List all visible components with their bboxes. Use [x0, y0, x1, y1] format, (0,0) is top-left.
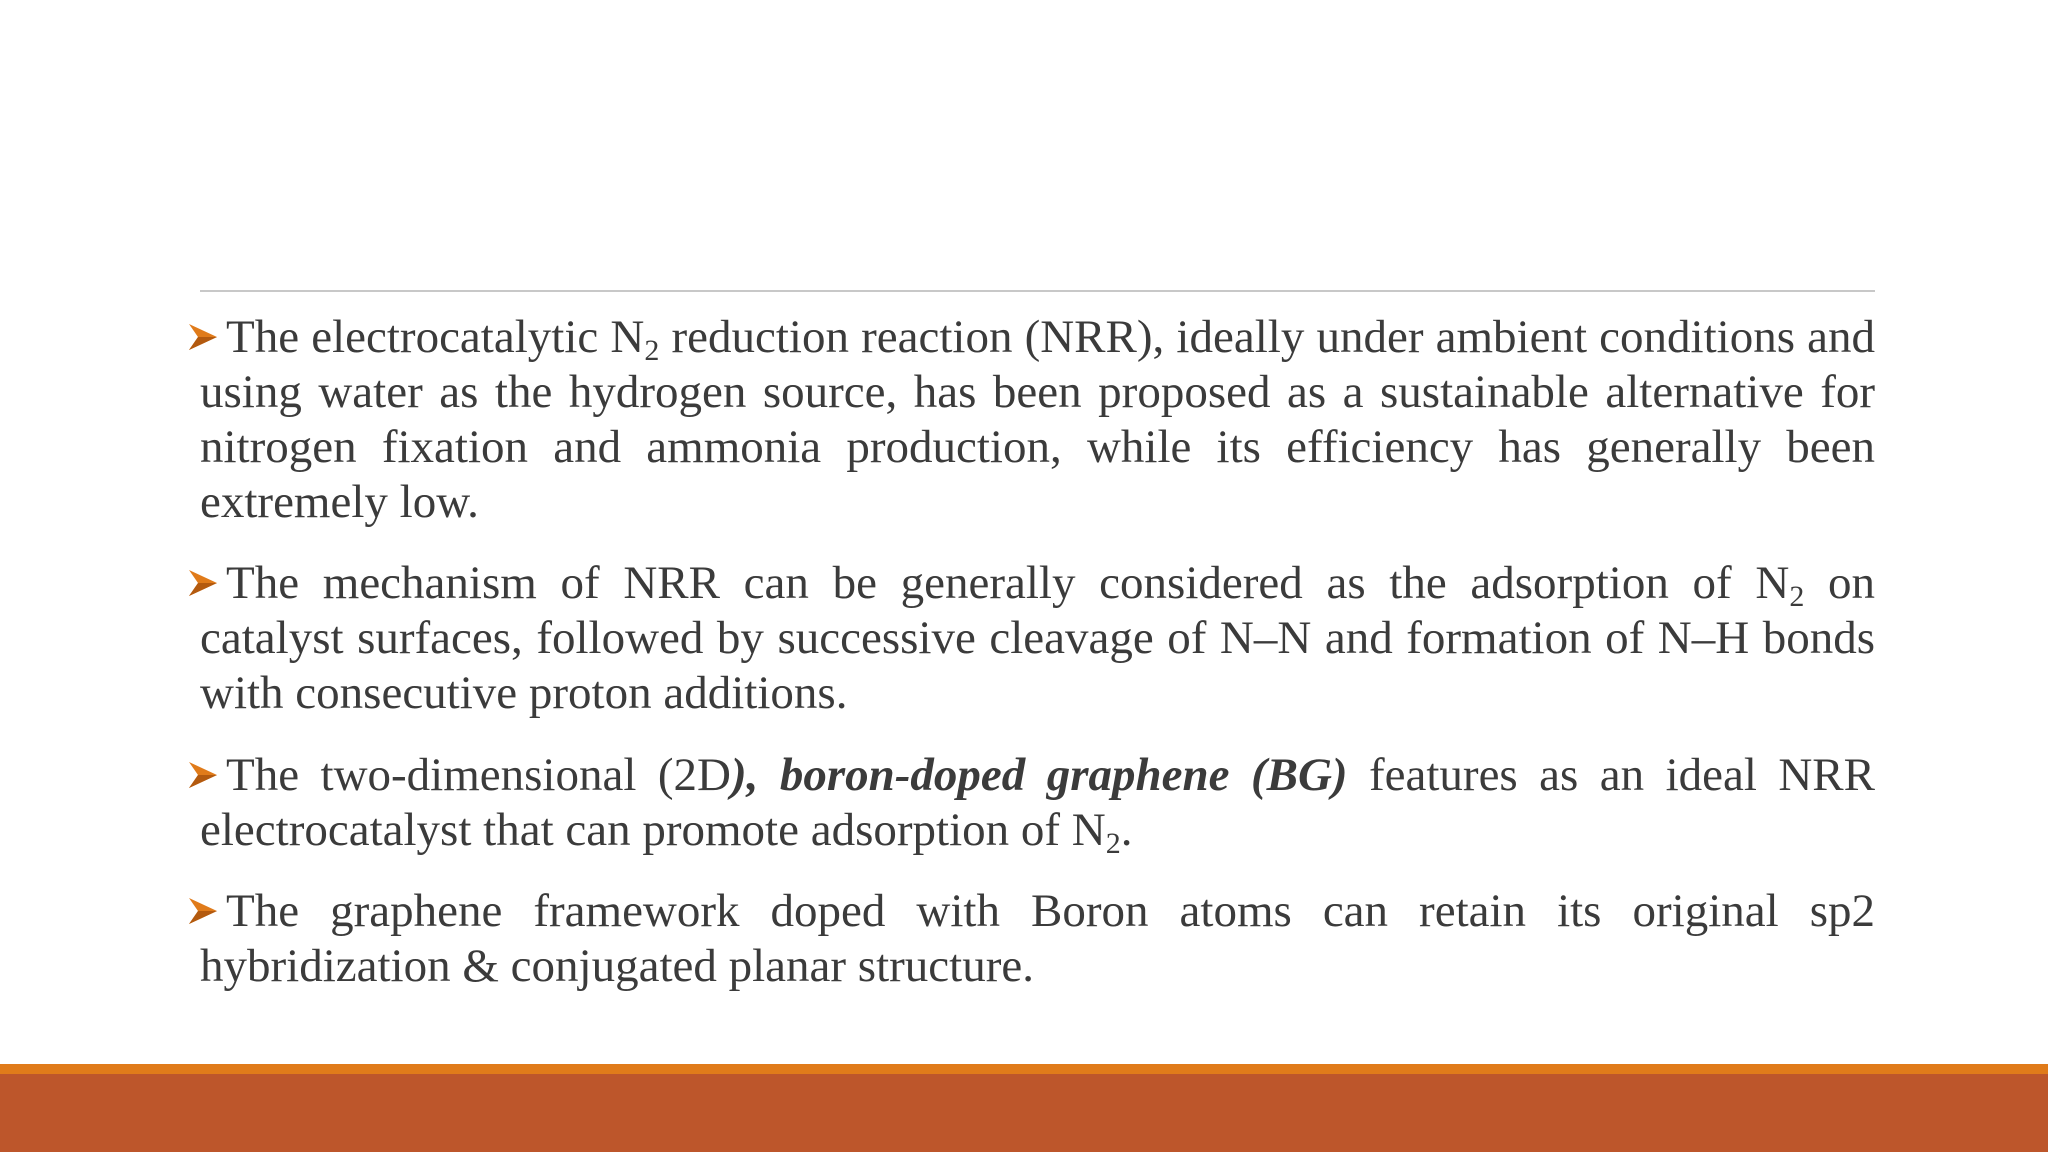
- arrow-bullet-icon: [186, 894, 220, 928]
- bullet-text: The two-dimensional (2D: [226, 749, 731, 801]
- bullet-item: [200, 556, 1875, 721]
- bullet-item: [200, 748, 1875, 858]
- emphasis-text: ), boron-doped graphene (BG): [730, 749, 1348, 801]
- arrow-bullet-icon: [186, 566, 220, 600]
- subscript: 2: [1105, 827, 1121, 860]
- bullet-text: The electrocatalytic N: [226, 311, 645, 363]
- footer-band: [0, 1074, 2048, 1152]
- bullet-text: .: [1120, 804, 1133, 856]
- bullet-text: reduction reaction (NRR), ideally under ambient conditions and using water as the hydrogen source, has been proposed as a sustainable alternative for nitrogen fixation and ammonia production, while its efficiency has generally been extremely low.: [200, 311, 1875, 528]
- bullet-text: The graphene framework doped with Boron atoms can retain its original sp2 hybridization & conjugated planar structure.: [200, 885, 1875, 992]
- subscript: 2: [1789, 580, 1805, 613]
- bullet-text: The mechanism of NRR can be generally considered as the adsorption of N: [226, 557, 1790, 609]
- footer-accent-stripe: [0, 1064, 2048, 1074]
- arrow-bullet-icon: [186, 758, 220, 792]
- subscript: 2: [644, 334, 660, 367]
- bullet-text: features as an ideal NRR electrocatalyst that can promote adsorption of N: [200, 749, 1876, 856]
- title-divider-line: [200, 290, 1875, 292]
- bullet-text: on catalyst surfaces, followed by successive cleavage of N–N and formation of N–H bonds with consecutive proton additions.: [200, 557, 1876, 719]
- bullet-list: [200, 310, 1875, 994]
- bullet-item: [200, 310, 1875, 530]
- bullet-item: [200, 884, 1875, 994]
- arrow-bullet-icon: [186, 320, 220, 354]
